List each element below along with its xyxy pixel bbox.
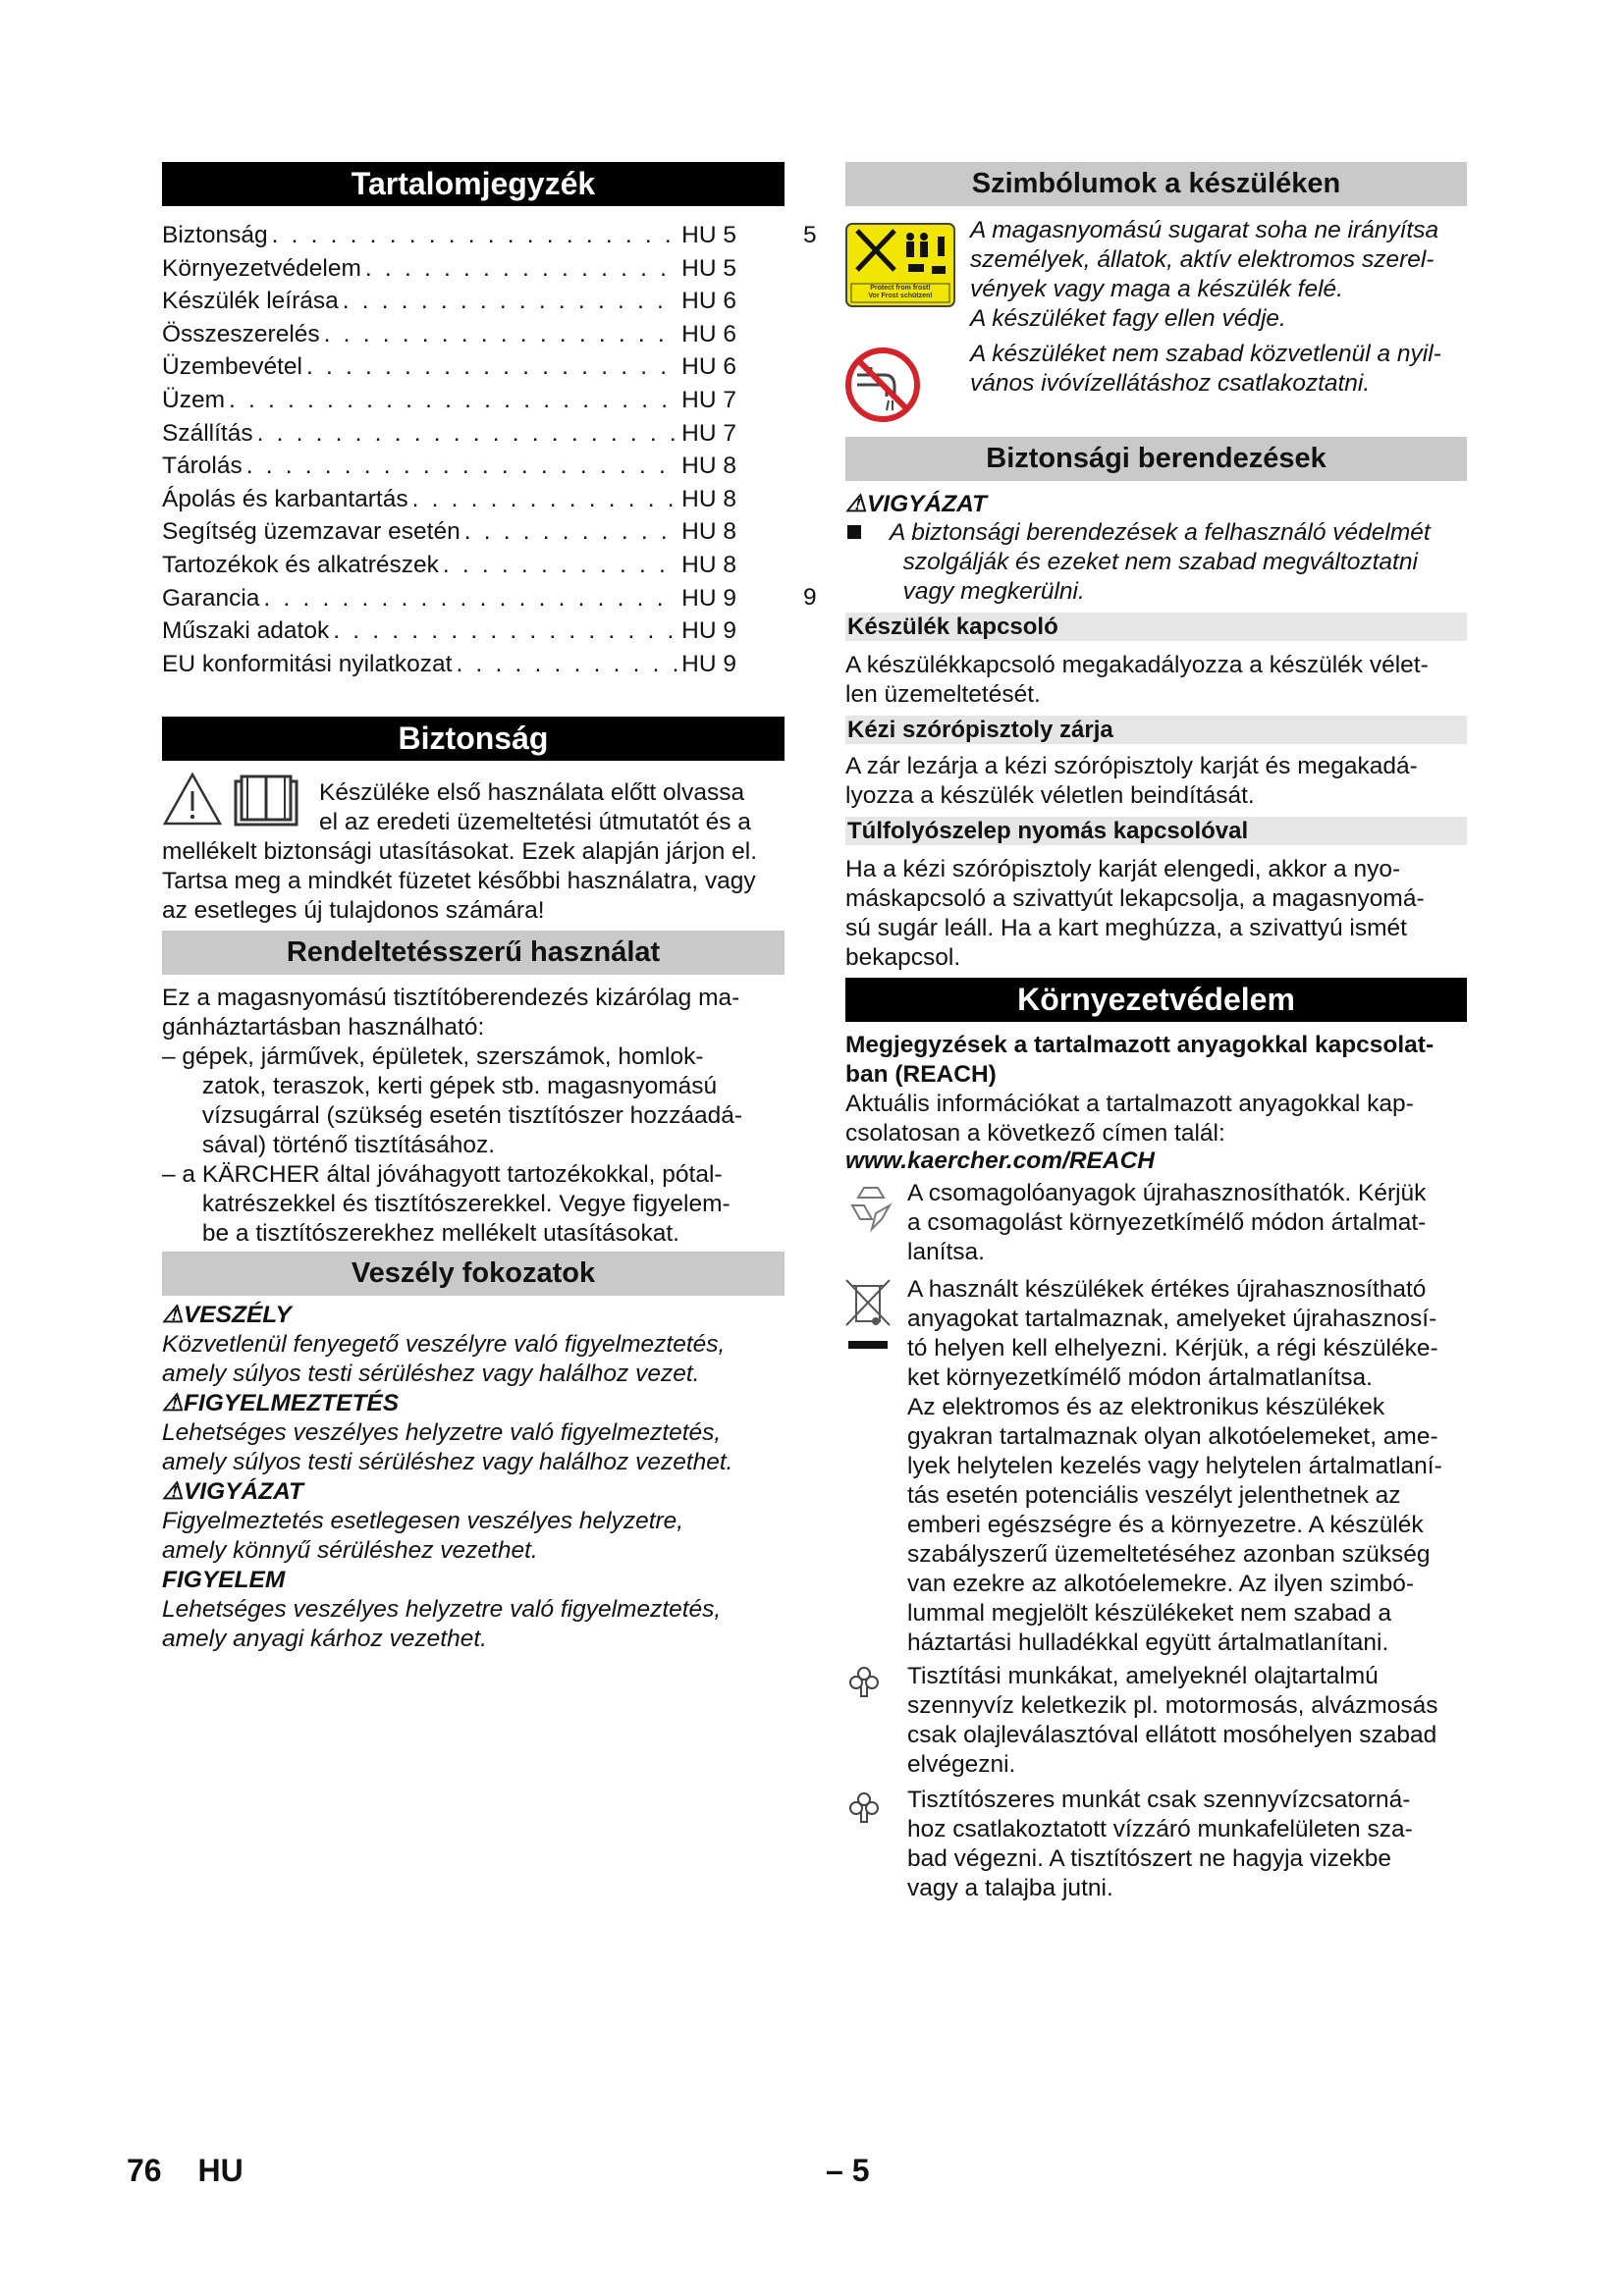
toc-entry-label: Műszaki adatok <box>162 617 330 645</box>
toc-entry[interactable] <box>162 384 736 417</box>
toc-entry-page: HU 6 <box>681 288 736 315</box>
toc-entry-label: Segítség üzemzavar esetén <box>162 518 460 546</box>
toc-leader-dots <box>306 350 677 384</box>
toc-entry-page: HU 5 <box>681 222 736 248</box>
toc-entry-page: HU 8 <box>681 453 736 480</box>
danger-description: Közvetlenül fenyegető veszélyre való figyelmeztetés, amely súlyos testi sérüléshez vagy halálhoz vezet. <box>162 1331 726 1387</box>
section-title-intended-use: Rendeltetésszerű használat <box>162 931 785 975</box>
safety-devices-warning-text: A biztonsági berendezések a felhasználó védelmét szolgálják és ezeket nem szabad megváltoztatni vagy megkerülni. <box>890 519 1431 605</box>
reach-title: Megjegyzések a tartalmazott anyagokkal kapcsolat- ban (REACH) <box>845 1032 1435 1088</box>
section-title-safety-devices: Biztonsági berendezések <box>845 437 1467 481</box>
toc-entry-page: HU 8 <box>681 485 736 512</box>
toc-leader-dots <box>343 285 677 318</box>
toc-entry-label: Üzem <box>162 386 225 413</box>
sign-text <box>854 285 947 300</box>
toc-leader-dots <box>257 417 678 451</box>
weee-bin-icon <box>844 1278 892 1362</box>
toc-leader-dots <box>333 614 677 648</box>
subsection-title-trigger-gun-lock: Kézi szórópisztoly zárja <box>845 716 1467 744</box>
danger-levels-list <box>162 1301 733 1654</box>
footer-page-info <box>127 2153 244 2189</box>
reach-link[interactable]: www.kaercher.com/REACH <box>845 1148 1155 1174</box>
toc-entry-page: HU 8 <box>681 551 736 578</box>
toc-entry-label: Biztonság <box>162 222 268 248</box>
warning-label: ⚠FIGYELMEZTETÉS <box>162 1390 400 1416</box>
toc-entry[interactable] <box>162 648 736 681</box>
toc-leader-dots <box>229 384 677 417</box>
intended-use-text: Ez a magasnyomású tisztítóberendezés kizárólag ma- gánháztartásban használható: – gépek, járművek, épületek, szerszámok, homlok- zatok, teraszok, kerti gépek stb. magasnyomású vízsugárral (szükség esetén tisztítószer hozzáadá- sával) történő tisztításához. – a KÄRCHER által jóváhagyott tartozékokkal, pótal- katrészekkel és tisztítószerekkel. Vegye figyelem- be a tisztítószerekhez mellékelt utasításokat. <box>162 985 742 1247</box>
environment-tree-icon <box>846 1665 882 1705</box>
toc-entry-label: Tárolás <box>162 453 243 480</box>
section-page-number: – 5 <box>826 2153 870 2188</box>
section-title-environment: Környezetvédelem <box>845 978 1467 1022</box>
device-switch-text: A készülékkapcsoló megakadályozza a készülék vélet- len üzemeltetését. <box>845 652 1429 708</box>
detergent-text: Tisztítószeres munkát csak szennyvízcsatorná- hoz csatlakoztatott vízzáró munkafelületen sza- bad végezni. A tisztítószert ne hagyja vizekbe vagy a talajba jutni. <box>907 1787 1413 1901</box>
toc-entry-page: HU 5 <box>681 254 736 282</box>
sign-text-en: Protect from frost! <box>870 285 931 292</box>
toc-leader-dots <box>324 318 678 351</box>
bullet-square-icon <box>847 525 861 539</box>
subsection-title-device-switch: Készülék kapcsoló <box>845 613 1467 641</box>
toc-entry-page: HU 7 <box>681 419 736 447</box>
toc-entry-label: Tartozékok és alkatrészek <box>162 551 439 578</box>
toc-entry-label: Összeszerelés <box>162 320 320 347</box>
toc-entry-page: HU 6 <box>681 320 736 347</box>
oil-wastewater-text: Tisztítási munkákat, amelyeknél olajtartalmú szennyvíz keletkezik pl. motormosás, alvázmosás csak olajleválasztóval ellátott mosóhelyen szabad elvégezni. <box>907 1663 1438 1778</box>
warning-description: Lehetséges veszélyes helyzetre való figyelmeztetés, amely súlyos testi sérüléshez vagy halálhoz vezethet. <box>162 1419 733 1475</box>
toc-entry[interactable] <box>162 350 736 384</box>
toc-entry-label: Ápolás és karbantartás <box>162 485 408 512</box>
toc-entry-label: Üzembevétel <box>162 353 302 381</box>
toc-entry-label: Szállítás <box>162 419 253 447</box>
toc-entry[interactable] <box>162 582 736 615</box>
toc-entry[interactable] <box>162 417 736 451</box>
warning-triangle-icon <box>162 772 223 831</box>
trigger-gun-lock-text: A zár lezárja a kézi szórópisztoly karját és megakadá- lyozza a készülék véletlen beindítását. <box>845 753 1418 809</box>
toc-leader-dots <box>464 515 677 549</box>
toc-leader-dots <box>365 252 677 286</box>
toc-entry-page: HU 9 <box>681 650 736 677</box>
toc-entry-page: HU 7 <box>681 386 736 413</box>
caution-label: ⚠VIGYÁZAT <box>162 1478 304 1505</box>
toc-entry-label: Garancia <box>162 584 260 612</box>
toc-entry[interactable] <box>162 318 736 351</box>
toc-entry[interactable] <box>162 483 736 516</box>
no-drinking-water-connection-icon <box>843 346 922 429</box>
toc-entry[interactable] <box>162 549 736 582</box>
language-code: HU <box>197 2153 244 2188</box>
toc-leader-dots <box>412 483 678 516</box>
toc-leader-dots <box>263 582 677 615</box>
reach-text: Aktuális információkat a tartalmazott anyagokkal kap- csolatosan a következő címen talál: <box>845 1091 1414 1147</box>
table-of-contents <box>162 219 736 680</box>
toc-title: Tartalomjegyzék <box>162 162 785 206</box>
toc-page-fragment: 5 <box>803 222 817 248</box>
notice-label: FIGYELEM <box>162 1567 286 1593</box>
section-title-symbols: Szimbólumok a készüléken <box>845 162 1467 206</box>
toc-entry[interactable] <box>162 252 736 286</box>
sign-text-de: Vor Frost schützen! <box>868 293 933 299</box>
toc-entry-label: EU konformitási nyilatkozat <box>162 650 453 677</box>
recycle-icon <box>846 1184 895 1238</box>
toc-entry-page: HU 9 <box>681 584 736 612</box>
caution-label: ⚠VIGYÁZAT <box>845 491 988 517</box>
caution-description: Figyelmeztetés esetlegesen veszélyes helyzetre, amely könnyű sérüléshez vezethet. <box>162 1508 684 1564</box>
safety-intro-text: Készüléke első használata előtt olvassa el az eredeti üzemeltetési útmutatót és a <box>319 779 751 835</box>
symbol-jet-warning-text: A magasnyomású sugarat soha ne irányítsa személyek, állatok, aktív elektromos szerel- vények vagy maga a készülék felé. A készüléket fagy ellen védje. <box>970 217 1439 332</box>
page-number: 76 <box>127 2153 162 2188</box>
manual-book-icon <box>234 774 298 833</box>
toc-entry-label: Készülék leírása <box>162 288 339 315</box>
toc-entry[interactable] <box>162 219 736 252</box>
toc-entry[interactable] <box>162 515 736 549</box>
section-title-danger-levels: Veszély fokozatok <box>162 1252 785 1296</box>
safety-intro-text-continued: mellékelt biztonsági utasításokat. Ezek alapján járjon el. Tartsa meg a mindkét füzetet későbbi használatra, vagy az esetleges új tulajdonos számára! <box>162 838 758 924</box>
toc-entry-page: HU 6 <box>681 353 736 381</box>
symbol-water-supply-text: A készüléket nem szabad közvetlenül a nyil- vános ivóvízellátáshoz csatlakoztatni. <box>970 341 1441 397</box>
environment-tree-icon <box>846 1790 882 1831</box>
toc-page-fragment: 9 <box>803 584 817 611</box>
weee-text: A használt készülékek értékes újrahasznosítható anyagokat tartalmaznak, amelyeket újrahasznosí- tó helyen kell elhelyezni. Kérjük, a régi készüléke- ket környezetkímélő módon ártalmatlanítsa. Az elektromos és az elektronikus készülékek gyakran tartalmaznak olyan alkotóelemeket, ame- lyek helytelen kezelés vagy helytelen ártalmatlaní- tás esetén potenciális veszélyt jelenthetnek az emberi egészségre és a környezetre. A készülék szabályszerű üzemeltetéséhez azonban szükség van ezekre az alkotóelemekre. Az ilyen szimbó- lummal megjelölt készülékeket nem szabad a háztartási hulladékkal együtt ártalmatlanítani. <box>907 1276 1442 1656</box>
toc-leader-dots <box>443 549 677 582</box>
toc-leader-dots <box>246 450 677 483</box>
subsection-title-overflow-valve: Túlfolyószelep nyomás kapcsolóval <box>845 817 1467 845</box>
notice-description: Lehetséges veszélyes helyzetre való figyelmeztetés, amely anyagi kárhoz vezethet. <box>162 1596 722 1652</box>
toc-entry[interactable] <box>162 614 736 648</box>
danger-label: ⚠VESZÉLY <box>162 1302 292 1328</box>
toc-entry-label: Környezetvédelem <box>162 254 361 282</box>
toc-entry-page: HU 9 <box>681 617 736 645</box>
overflow-valve-text: Ha a kézi szórópisztoly karját elengedi, akkor a nyo- máskapcsoló a szivattyút lekapcsolja, a magasnyomá- sú sugár leáll. Ha a kart meghúzza, a szivattyú ismét bekapcsol. <box>845 856 1425 971</box>
toc-leader-dots <box>272 219 678 252</box>
toc-entry[interactable] <box>162 285 736 318</box>
section-title-safety: Biztonság <box>162 717 785 761</box>
toc-leader-dots <box>456 648 677 681</box>
recycle-text: A csomagolóanyagok újrahasznosíthatók. Kérjük a csomagolást környezetkímélő módon ártalmat- lanítsa. <box>907 1180 1427 1265</box>
toc-entry[interactable] <box>162 450 736 483</box>
toc-entry-page: HU 8 <box>681 518 736 546</box>
